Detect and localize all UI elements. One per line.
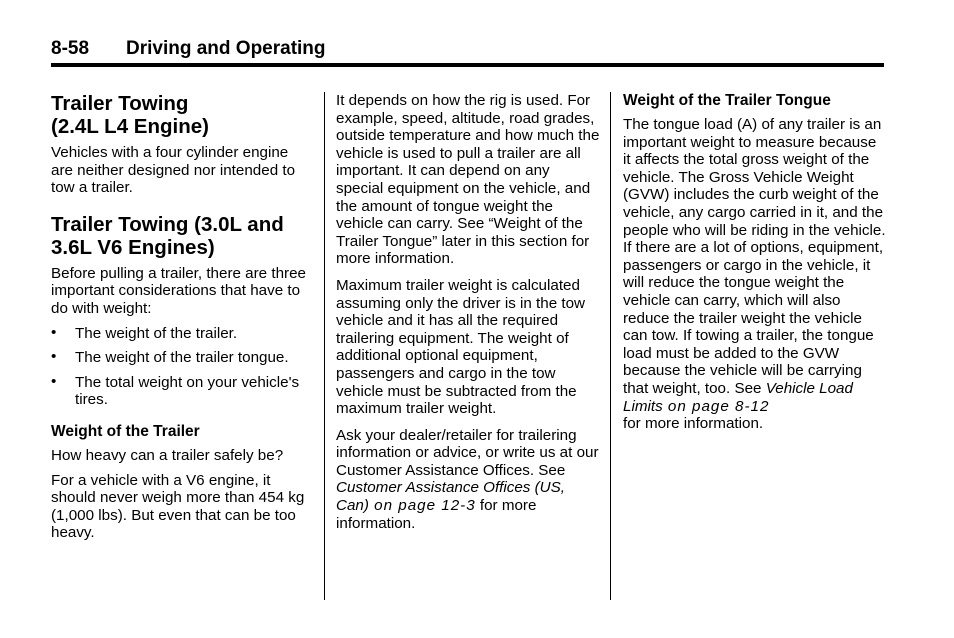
header-rule: [51, 63, 884, 67]
heading-weight-trailer-tongue: Weight of the Trailer Tongue: [623, 92, 831, 109]
column-divider-2: [610, 92, 611, 600]
paragraph-options: If there are a lot of options, equipment, passengers or cargo in the vehicle, it will reduce the tongue weight the vehicle can carry, which will also reduce the trailer weight the vehicle can tow. If towing a trailer, the tongue load must be added to the GVW because the vehicle will be carrying that weight, too. See Vehicle Load Limits on page 8-12 for more information.: [623, 239, 884, 433]
column-divider-1: [324, 92, 325, 600]
page-reference[interactable]: on page 12-3: [368, 497, 476, 515]
link-vehicle-load-limits[interactable]: Vehicle Load Limits: [623, 379, 853, 415]
column-middle: [336, 92, 600, 539]
list-item: • The weight of the trailer.: [51, 323, 238, 342]
paragraph-tongue-load: The tongue load (A) of any trailer is an important weight to measure because it affects the total gross weight of the vehicle. The Gross Vehicle Weight (GVW) includes the curb weight of the vehicle, any cargo carried in it, and the people who will be riding in the vehicle.: [623, 116, 886, 239]
column-left: [51, 92, 313, 549]
weight-considerations-list: [51, 325, 313, 409]
page-number: 8-58: [51, 38, 90, 59]
page-reference[interactable]: on page 8-12: [662, 397, 770, 415]
list-item: • The weight of the trailer tongue.: [51, 348, 289, 367]
paragraph-v6-weight: For a vehicle with a V6 engine, it should never weigh more than 454 kg (1,000 lbs). But even that can be too heavy.: [51, 471, 305, 542]
paragraph-maximum-weight: Maximum trailer weight is calculated assuming only the driver is in the tow vehicle and it has all the required trailering equipment. The weight of additional optional equipment, passengers and cargo in the tow vehicle must be subtracted from the maximum trailer weight.: [336, 276, 586, 418]
bullet: •: [51, 372, 57, 390]
heading-v6-line1: Trailer Towing (3.0L and: [51, 212, 284, 236]
paragraph-l4: Vehicles with a four cylinder engine are neither designed nor intended to tow a trailer.: [51, 144, 296, 197]
paragraph-depends: It depends on how the rig is used. For example, speed, altitude, road grades, outside temperature and how much the vehicle is used to pull a trailer are all important. It can depend on any special equipment on the vehicle, and the amount of tongue weight the vehicle can carry. See “Weight of the Trailer Tongue” later in this section for more information.: [336, 92, 600, 268]
heading-weight-of-trailer: Weight of the Trailer: [51, 422, 200, 440]
heading-l4-line1: Trailer Towing: [51, 92, 189, 115]
bullet: •: [51, 348, 57, 366]
column-right: [623, 92, 887, 440]
section-title: Driving and Operating: [126, 38, 326, 59]
paragraph-ask-dealer: Ask your dealer/retailer for trailering information or advice, or write us at our Customer Assistance Offices. See Customer Assistance Offices (US, Can) on page 12-3 for more information.: [336, 426, 599, 532]
bullet: •: [51, 323, 57, 341]
heading-v6-line2: 3.6L V6 Engines): [51, 235, 215, 259]
link-customer-assistance[interactable]: Customer Assistance Offices (US, Can): [336, 479, 565, 515]
paragraph-v6-intro: Before pulling a trailer, there are three important considerations that have to do with weight:: [51, 264, 306, 317]
heading-l4-line2: (2.4L L4 Engine): [51, 115, 209, 138]
list-item: • The total weight on your vehicle's tires.: [51, 372, 300, 409]
page-header: [51, 38, 883, 64]
heading-trailer-towing-l4: [51, 92, 313, 138]
paragraph-how-heavy: How heavy can a trailer safely be?: [51, 446, 284, 464]
heading-trailer-towing-v6: [51, 213, 313, 259]
